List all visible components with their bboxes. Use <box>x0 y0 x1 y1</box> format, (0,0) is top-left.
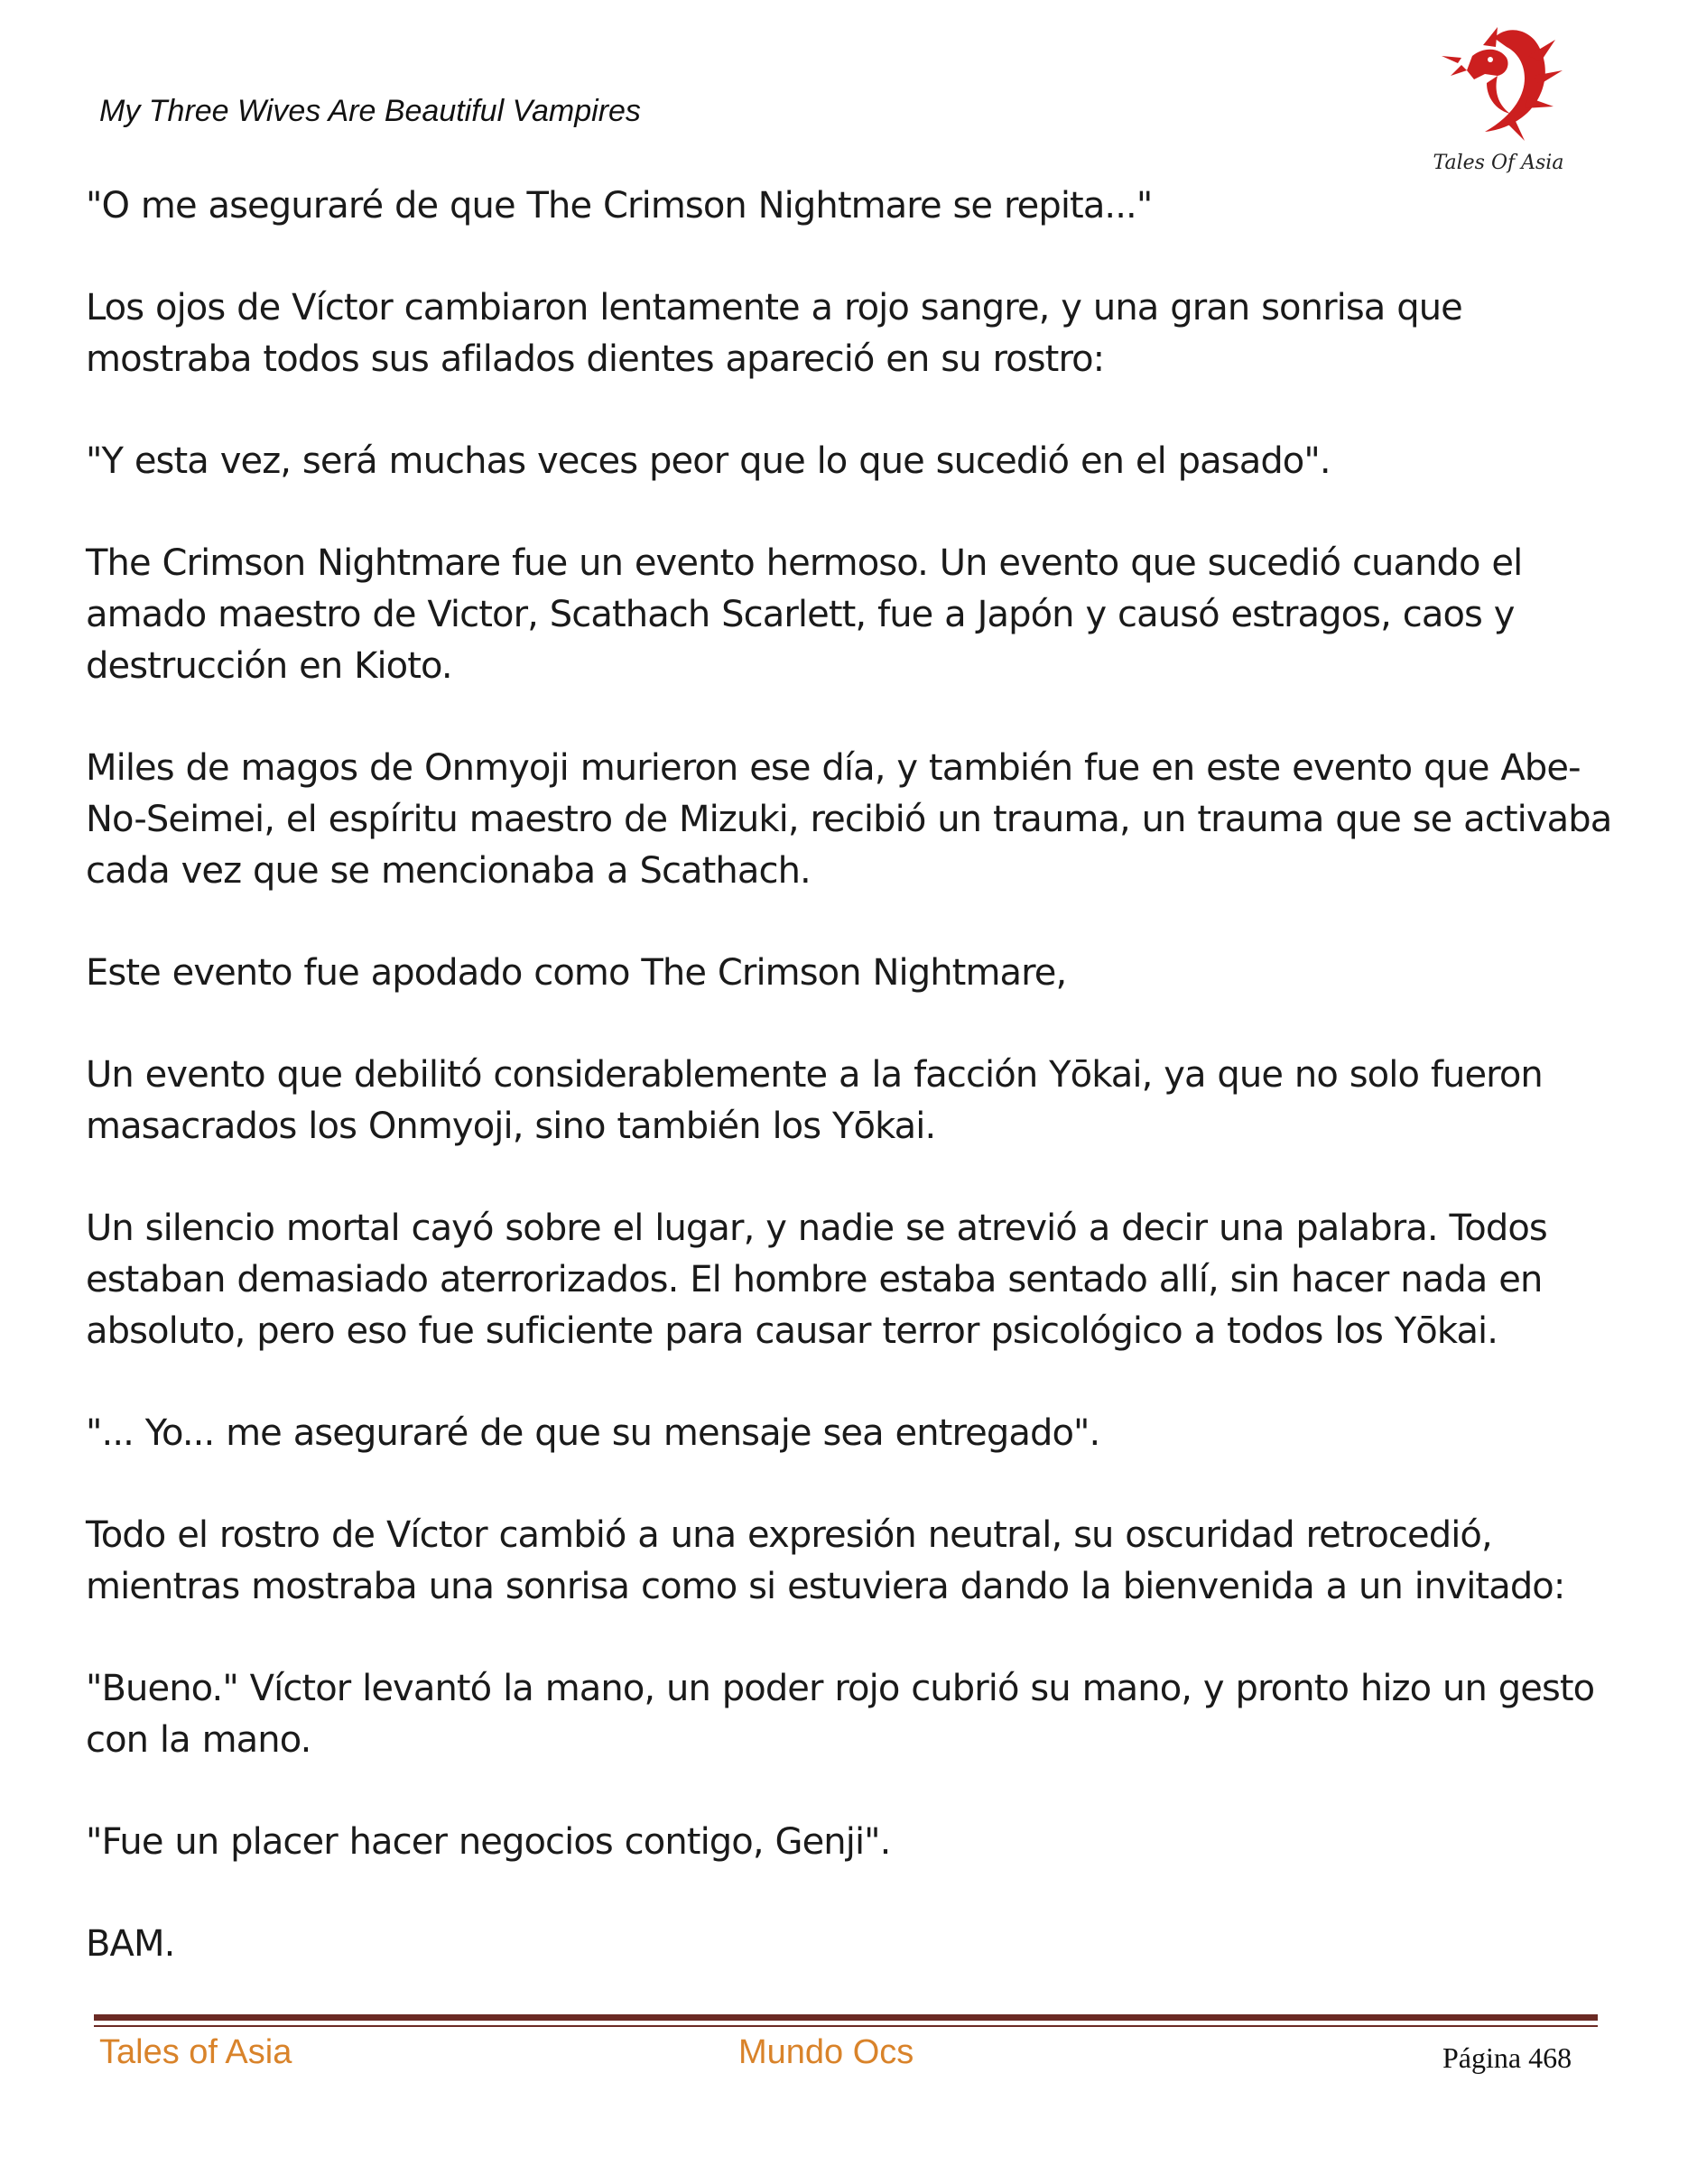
paragraph: Los ojos de Víctor cambiaron lentamente a rojo sangre, y una gran sonrisa que mostraba todos sus afilados dientes apareció en su rostro: <box>86 287 1462 380</box>
paragraph: "Y esta vez, será muchas veces peor que lo que sucedió en el pasado". <box>86 440 1331 482</box>
paragraph: Miles de magos de Onmyoji murieron ese día, y también fue en este evento que Abe-No-Seimei, el espíritu maestro de Mizuki, recibió un trauma, un trauma que se activaba cada vez que se mencionaba a Scathach. <box>86 747 1612 892</box>
paragraph: The Crimson Nightmare fue un evento hermoso. Un evento que sucedió cuando el amado maestro de Victor, Scathach Scarlett, fue a Japón y causó estragos, caos y destrucción en Kioto. <box>86 542 1523 687</box>
paragraph: "O me aseguraré de que The Crimson Nightmare se repita..." <box>86 185 1153 227</box>
book-title: My Three Wives Are Beautiful Vampires <box>99 94 641 128</box>
paragraph: BAM. <box>86 1923 175 1965</box>
paragraph: Un silencio mortal cayó sobre el lugar, y nadie se atrevió a decir una palabra. Todos estaban demasiado aterrorizados. El hombre estaba sentado allí, sin hacer nada en absoluto, pero eso fue suficiente para causar terror psicológico a todos los Yōkai. <box>86 1208 1547 1352</box>
paragraph: Todo el rostro de Víctor cambió a una expresión neutral, su oscuridad retrocedió, mientras mostraba una sonrisa como si estuviera dando la bienvenida a un invitado: <box>86 1514 1565 1607</box>
footer-divider-thin <box>94 2025 1598 2027</box>
footer-section: Mundo Ocs <box>738 2033 914 2071</box>
footer-divider-thick <box>94 2014 1598 2021</box>
paragraph: Un evento que debilitó considerablemente a la facción Yōkai, ya que no solo fueron masacrados los Onmyoji, sino también los Yōkai. <box>86 1054 1543 1147</box>
chapter-body <box>86 180 1620 2021</box>
red-dragon-icon <box>1431 20 1566 155</box>
logo-caption: Tales Of Asia <box>1433 152 1564 174</box>
tales-of-asia-logo <box>1431 20 1566 182</box>
footer-publisher: Tales of Asia <box>99 2033 292 2071</box>
paragraph: "... Yo... me aseguraré de que su mensaje sea entregado". <box>86 1412 1100 1454</box>
page-number: Página 468 <box>1442 2041 1572 2074</box>
paragraph: Este evento fue apodado como The Crimson Nightmare, <box>86 952 1067 994</box>
paragraph: "Bueno." Víctor levantó la mano, un poder rojo cubrió su mano, y pronto hizo un gesto con la mano. <box>86 1668 1595 1761</box>
paragraph: "Fue un placer hacer negocios contigo, Genji". <box>86 1821 891 1863</box>
